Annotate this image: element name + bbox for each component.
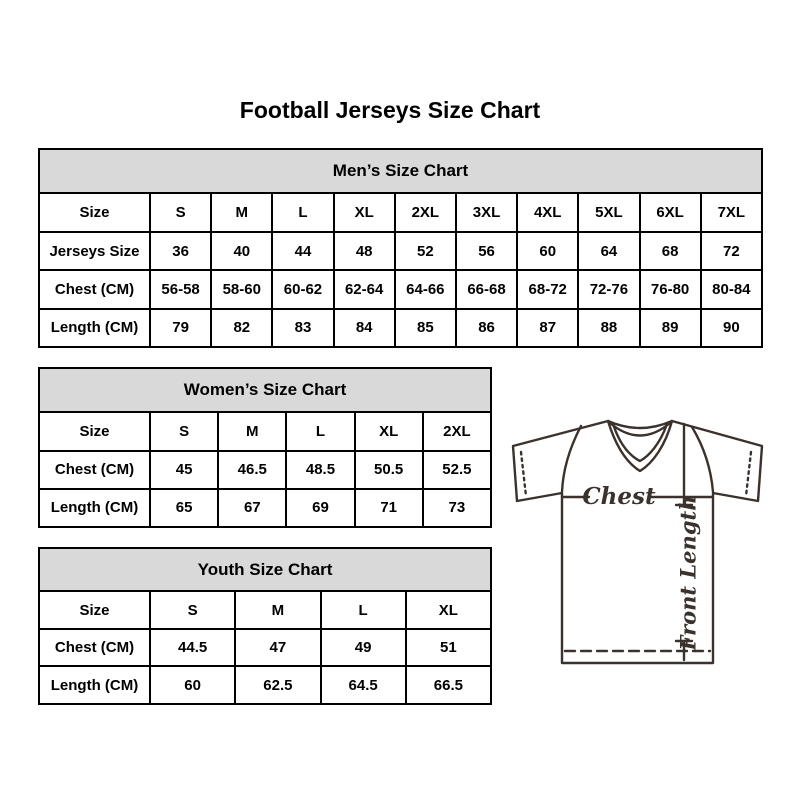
size-value-cell: 62-64 [334, 270, 395, 308]
size-value-cell: L [321, 591, 406, 629]
size-value-cell: 66-68 [456, 270, 517, 308]
size-value-cell: 48 [334, 232, 395, 270]
size-value-cell: 56-58 [150, 270, 211, 308]
size-value-cell: 4XL [517, 193, 578, 231]
size-value-cell: L [272, 193, 333, 231]
row-label: Chest (CM) [39, 270, 150, 308]
chest-label: Chest [582, 483, 656, 510]
table-row [39, 412, 491, 450]
mens-size-table [38, 148, 763, 348]
size-value-cell: 50.5 [355, 451, 423, 489]
size-value-cell: 76-80 [640, 270, 701, 308]
size-value-cell: 40 [211, 232, 272, 270]
size-value-cell: 3XL [456, 193, 517, 231]
size-value-cell: 51 [406, 629, 491, 667]
size-value-cell: 60 [150, 666, 235, 704]
size-value-cell: 5XL [578, 193, 639, 231]
size-value-cell: 83 [272, 309, 333, 347]
size-value-cell: 66.5 [406, 666, 491, 704]
size-value-cell: 64.5 [321, 666, 406, 704]
size-value-cell: 82 [211, 309, 272, 347]
size-value-cell: XL [355, 412, 423, 450]
table-row [39, 309, 762, 347]
size-value-cell: 72 [701, 232, 762, 270]
size-value-cell: 47 [235, 629, 320, 667]
table-row [39, 232, 762, 270]
right-sleeve-stitch [746, 452, 751, 496]
row-label: Size [39, 412, 150, 450]
front-length-label: Front Length [675, 495, 701, 651]
size-value-cell: 84 [334, 309, 395, 347]
size-value-cell: S [150, 412, 218, 450]
row-label: Chest (CM) [39, 629, 150, 667]
size-value-cell: 73 [423, 489, 491, 527]
womens-size-table [38, 367, 492, 528]
table-row [39, 591, 491, 629]
size-value-cell: 88 [578, 309, 639, 347]
size-value-cell: 49 [321, 629, 406, 667]
row-label: Size [39, 193, 150, 231]
size-value-cell: 60-62 [272, 270, 333, 308]
size-value-cell: 79 [150, 309, 211, 347]
page-title: Football Jerseys Size Chart [239, 97, 541, 123]
size-value-cell: L [286, 412, 354, 450]
size-value-cell: 44.5 [150, 629, 235, 667]
table-title: Women’s Size Chart [39, 368, 491, 412]
size-value-cell: 90 [701, 309, 762, 347]
size-value-cell: XL [334, 193, 395, 231]
size-value-cell: 68-72 [517, 270, 578, 308]
size-value-cell: 87 [517, 309, 578, 347]
jersey-diagram [500, 400, 775, 675]
left-armhole-seam [562, 426, 581, 492]
size-value-cell: M [218, 412, 286, 450]
collar-arc-1 [608, 421, 672, 428]
size-value-cell: 36 [150, 232, 211, 270]
size-value-cell: 68 [640, 232, 701, 270]
row-label: Length (CM) [39, 666, 150, 704]
size-value-cell: 80-84 [701, 270, 762, 308]
size-value-cell: 64 [578, 232, 639, 270]
size-value-cell: 52 [395, 232, 456, 270]
size-value-cell: M [211, 193, 272, 231]
size-value-cell: 72-76 [578, 270, 639, 308]
size-value-cell: 86 [456, 309, 517, 347]
size-value-cell: 48.5 [286, 451, 354, 489]
size-value-cell: 46.5 [218, 451, 286, 489]
size-value-cell: 2XL [423, 412, 491, 450]
size-value-cell: 45 [150, 451, 218, 489]
size-value-cell: 7XL [701, 193, 762, 231]
table-header-row [39, 368, 491, 412]
size-value-cell: 65 [150, 489, 218, 527]
size-value-cell: S [150, 193, 211, 231]
size-value-cell: 89 [640, 309, 701, 347]
size-value-cell: M [235, 591, 320, 629]
size-value-cell: 69 [286, 489, 354, 527]
size-value-cell: 6XL [640, 193, 701, 231]
table-row [39, 270, 762, 308]
size-value-cell: 71 [355, 489, 423, 527]
table-row [39, 451, 491, 489]
table-title: Men’s Size Chart [39, 149, 762, 193]
table-header-row [39, 548, 491, 591]
row-label: Chest (CM) [39, 451, 150, 489]
size-value-cell: 44 [272, 232, 333, 270]
size-value-cell: XL [406, 591, 491, 629]
size-value-cell: 60 [517, 232, 578, 270]
size-value-cell: 58-60 [211, 270, 272, 308]
row-label: Length (CM) [39, 309, 150, 347]
size-value-cell: 56 [456, 232, 517, 270]
size-value-cell: 64-66 [395, 270, 456, 308]
size-value-cell: 62.5 [235, 666, 320, 704]
table-title: Youth Size Chart [39, 548, 491, 591]
row-label: Length (CM) [39, 489, 150, 527]
youth-size-table [38, 547, 492, 705]
left-sleeve-stitch [521, 452, 526, 496]
row-label: Size [39, 591, 150, 629]
row-label: Jerseys Size [39, 232, 150, 270]
table-row [39, 193, 762, 231]
size-value-cell: 67 [218, 489, 286, 527]
size-value-cell: 2XL [395, 193, 456, 231]
jersey-outline [513, 421, 762, 663]
table-row [39, 489, 491, 527]
table-row [39, 666, 491, 704]
size-value-cell: 52.5 [423, 451, 491, 489]
right-armhole-seam [692, 427, 713, 492]
table-header-row [39, 149, 762, 193]
size-value-cell: 85 [395, 309, 456, 347]
size-value-cell: S [150, 591, 235, 629]
table-row [39, 629, 491, 667]
